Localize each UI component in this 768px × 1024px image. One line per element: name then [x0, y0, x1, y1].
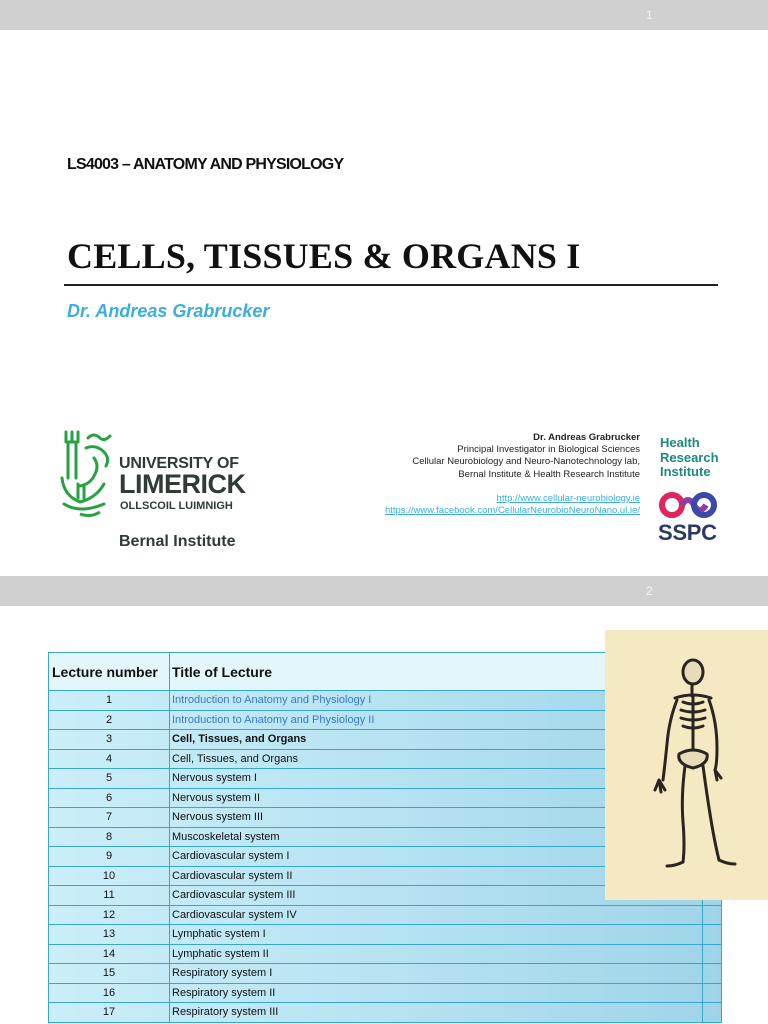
lecture-title: Cardiovascular system II — [170, 866, 703, 886]
sspc-logo — [656, 490, 722, 556]
lecture-title: Nervous system III — [170, 808, 703, 828]
table-row — [49, 983, 722, 1003]
table-row — [49, 944, 722, 964]
row-spacer — [703, 944, 722, 964]
lecture-title: Cardiovascular system I — [170, 847, 703, 867]
contact-line-3: Bernal Institute & Health Research Institute — [458, 468, 640, 480]
lab-website-link[interactable]: http://www.cellular-neurobiology.ie — [496, 492, 640, 504]
lecture-title: Nervous system I — [170, 769, 703, 789]
header-title: Title of Lecture — [170, 653, 703, 691]
page-separator — [0, 576, 768, 606]
table-row — [49, 905, 722, 925]
logo-line-3: OLLSCOIL LUIMNIGH — [120, 500, 233, 512]
lecture-title: Respiratory system III — [170, 1003, 703, 1023]
lecture-number: 13 — [49, 925, 170, 945]
skeleton-icon — [605, 630, 768, 900]
hri-logo — [660, 436, 719, 480]
skeleton-illustration — [605, 630, 768, 900]
row-spacer — [703, 905, 722, 925]
lecture-title: Cell, Tissues, and Organs — [170, 749, 703, 769]
lecture-number: 9 — [49, 847, 170, 867]
lecture-title: Lymphatic system II — [170, 944, 703, 964]
slide-lecture-list — [0, 606, 768, 1024]
sspc-text: SSPC — [658, 520, 717, 545]
lecture-title: Cardiovascular system III — [170, 886, 703, 906]
page-number: 2 — [646, 584, 653, 598]
logo-line-4: Bernal Institute — [119, 533, 236, 550]
table-row — [49, 1003, 722, 1023]
lecture-title: Muscoskeletal system — [170, 827, 703, 847]
table-row — [49, 964, 722, 984]
lecture-title[interactable]: Introduction to Anatomy and Physiology I — [170, 691, 703, 711]
castle-deer-icon — [58, 428, 116, 528]
author-name: Dr. Andreas Grabrucker — [67, 301, 270, 321]
header-lecture-number: Lecture number — [49, 653, 170, 691]
contact-line-1: Principal Investigator in Biological Sciences — [457, 444, 640, 456]
logo-line-1: UNIVERSITY OF — [119, 455, 239, 472]
lecture-title: Cell, Tissues, and Organs — [170, 730, 703, 750]
lecture-number: 17 — [49, 1003, 170, 1023]
infinity-loop-icon — [656, 490, 720, 520]
contact-name: Dr. Andreas Grabrucker — [533, 432, 640, 443]
university-logo — [58, 428, 263, 556]
page-separator — [0, 0, 768, 30]
row-spacer — [703, 1003, 722, 1023]
lecture-number: 14 — [49, 944, 170, 964]
lecture-title: Respiratory system I — [170, 964, 703, 984]
row-spacer — [703, 925, 722, 945]
hri-line-1: Health — [660, 435, 700, 450]
lecture-title: Lymphatic system I — [170, 925, 703, 945]
row-spacer — [703, 983, 722, 1003]
lecture-number: 15 — [49, 964, 170, 984]
slide-heading: CELLS, TISSUES & ORGANS I — [67, 236, 581, 276]
lecture-number: 16 — [49, 983, 170, 1003]
lecture-number: 8 — [49, 827, 170, 847]
lecture-number: 1 — [49, 691, 170, 711]
lecture-number: 3 — [49, 730, 170, 750]
contact-line-2: Cellular Neurobiology and Neuro-Nanotechnology lab, — [412, 456, 640, 468]
contact-block — [385, 432, 640, 517]
lecture-number: 10 — [49, 866, 170, 886]
lecture-number: 7 — [49, 808, 170, 828]
title-divider — [64, 284, 718, 286]
lecture-title: Respiratory system II — [170, 983, 703, 1003]
hri-line-3: Institute — [660, 464, 711, 479]
table-row — [49, 925, 722, 945]
logo-line-2: LIMERICK — [119, 469, 246, 499]
course-code: LS4003 – ANATOMY AND PHYSIOLOGY — [67, 156, 344, 173]
lecture-number: 12 — [49, 905, 170, 925]
lecture-title: Nervous system II — [170, 788, 703, 808]
facebook-link[interactable]: https://www.facebook.com/CellularNeurobioNeuroNano.ul.ie/ — [384, 505, 640, 517]
lecture-title[interactable]: Introduction to Anatomy and Physiology II — [170, 710, 703, 730]
lecture-title: Cardiovascular system IV — [170, 905, 703, 925]
lecture-number: 6 — [49, 788, 170, 808]
lecture-number: 4 — [49, 749, 170, 769]
lecture-number: 11 — [49, 886, 170, 906]
lecture-number: 2 — [49, 710, 170, 730]
hri-line-2: Research — [660, 449, 719, 465]
row-spacer — [703, 964, 722, 984]
lecture-number: 5 — [49, 769, 170, 789]
page-number: 1 — [646, 8, 653, 22]
slide-title — [0, 30, 768, 576]
